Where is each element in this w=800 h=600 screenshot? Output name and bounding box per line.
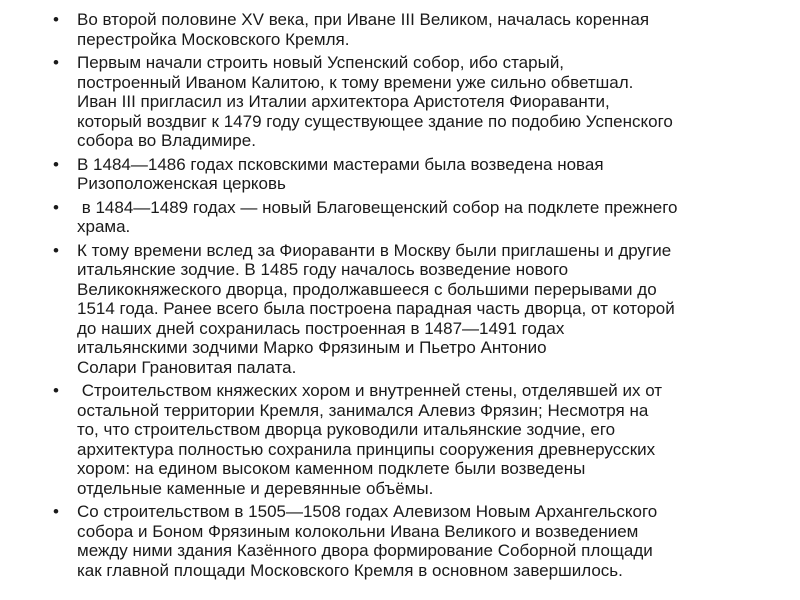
text-line: собора во Владимире. — [77, 131, 256, 150]
text-line: 1514 года. Ранее всего была построена парадная часть дворца, от которой — [77, 299, 675, 318]
text-line: Солари Грановитая палата. — [77, 357, 297, 377]
text-line: хором: на едином высоком каменном подклете были возведены — [77, 459, 586, 478]
paragraph-princely-chambers — [50, 381, 765, 498]
bullet-dot: • — [53, 502, 59, 521]
bullet-dot: • — [53, 197, 59, 217]
text-line: до наших дней сохранилась построенная в 1487—1491 годах — [77, 318, 565, 338]
text-line: Первым начали строить новый Успенский собор, ибо старый, — [77, 53, 565, 72]
paragraph-annunciation-cathedral — [50, 198, 765, 237]
text-line: собора и Боном Фрязиным колокольни Ивана Великого и возведением — [77, 521, 639, 541]
text-line: между ними здания Казённого двора формирование Соборной площади — [77, 541, 653, 560]
text-line: построенный Иваном Калитою, к тому времени уже сильно обветшал. — [77, 72, 634, 92]
text-line: который воздвиг к 1479 году существующее здание по подобию Успенского — [77, 111, 673, 131]
paragraph-ivan-iii-rebuild — [50, 10, 765, 49]
text-line: К тому времени вслед за Фиораванти в Москву были приглашены и другие — [77, 240, 672, 260]
text-line: как главной площади Московского Кремля в основном завершилось. — [77, 560, 623, 580]
text-line: Строительством княжеских хором и внутренней стены, отделявшей их от — [77, 381, 663, 400]
bullet-dot: • — [53, 53, 59, 72]
text-line: в 1484—1489 годах — новый Благовещенский собор на подклете прежнего — [77, 197, 678, 217]
bullet-list — [50, 10, 765, 584]
text-line: Во второй половине XV века, при Иване III Великом, началась коренная — [77, 10, 650, 29]
text-line: итальянскими зодчими Марко Фрязиным и Пьетро Антонио — [77, 338, 547, 357]
paragraph-cathedral-square — [50, 502, 765, 580]
paragraph-grand-ducal-palace — [50, 241, 765, 378]
text-line: остальной территории Кремля, занимался Алевиз Фрязин; Несмотря на — [77, 400, 649, 420]
text-line: Ризоположенская церковь — [77, 174, 286, 193]
paragraph-deposition-church — [50, 155, 765, 194]
text-line: архитектура полностью сохранила принципы сооружения древнерусских — [77, 439, 656, 459]
text-line: отдельные каменные и деревянные объёмы. — [77, 478, 434, 498]
bullet-dot: • — [53, 10, 59, 29]
text-line: В 1484—1486 годах псковскими мастерами была возведена новая — [77, 154, 604, 174]
text-line: Иван III пригласил из Италии архитектора Аристотеля Фиораванти, — [77, 92, 610, 111]
text-line: перестройка Московского Кремля. — [77, 29, 350, 49]
bullet-dot: • — [53, 381, 59, 400]
text-line: то, что строительством дворца руководили итальянские зодчие, его — [77, 420, 616, 439]
paragraph-assumption-cathedral — [50, 53, 765, 151]
text-line: храма. — [77, 217, 131, 236]
text-line: Великокняжеского дворца, продолжавшееся с большими перерывами до — [77, 279, 657, 299]
bullet-dot: • — [53, 240, 59, 260]
text-line: Со строительством в 1505—1508 годах Алевизом Новым Архангельского — [77, 502, 658, 521]
bullet-dot: • — [53, 154, 59, 174]
text-line: итальянские зодчие. В 1485 году началось возведение нового — [77, 260, 569, 279]
